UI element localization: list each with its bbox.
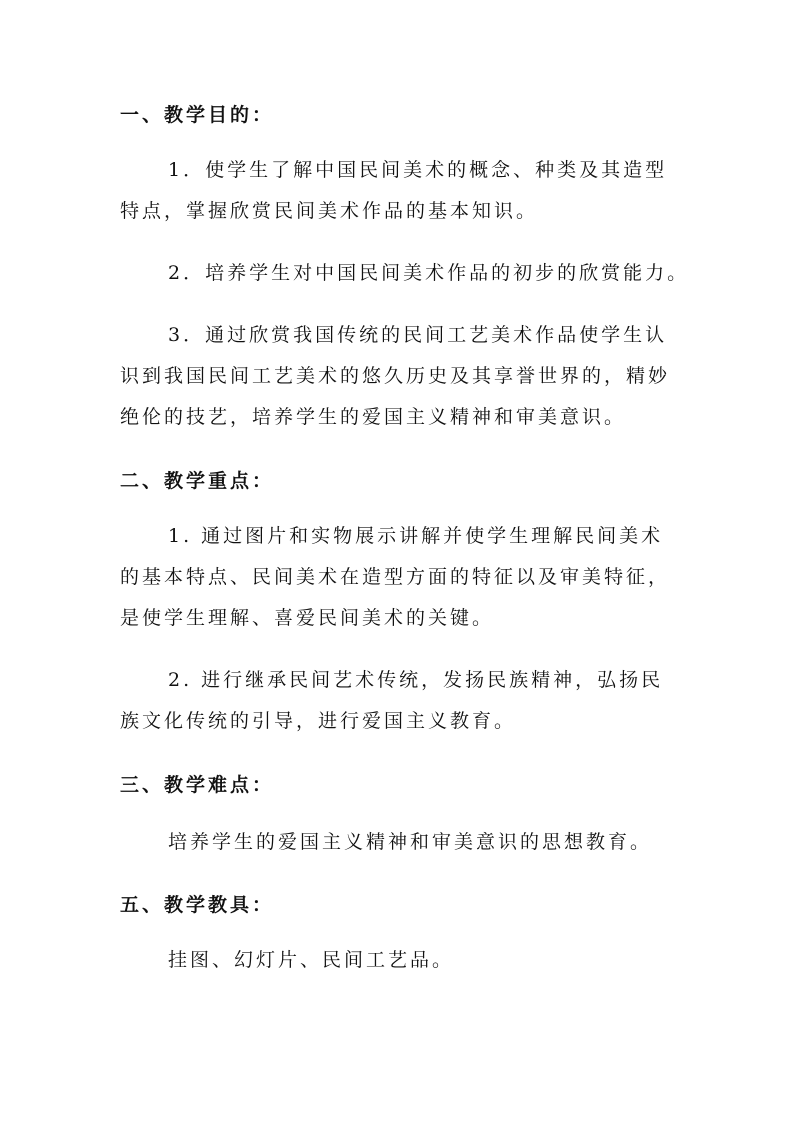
section-heading-objectives: 一、教学目的： xyxy=(120,104,275,126)
section-heading-teaching-aids: 五、教学教具： xyxy=(120,894,275,916)
key-point-paragraph-1: 1. 通过图片和实物展示讲解并使学生理解民间美术的基本特点、民间美术在造型方面的特征以及审美特征，是使学生理解、喜爱民间美术的关键。 xyxy=(120,525,671,629)
section-heading-key-points: 二、教学重点： xyxy=(120,470,275,492)
objective-paragraph-1: 1．使学生了解中国民间美术的概念、种类及其造型特点，掌握欣赏民间美术作品的基本知识。 xyxy=(120,159,668,222)
teaching-aids-paragraph-1: 挂图、幻灯片、民间工艺品。 xyxy=(168,949,455,971)
difficulty-paragraph-1: 培养学生的爱国主义精神和审美意识的思想教育。 xyxy=(168,831,653,853)
objective-paragraph-2: 2．培养学生对中国民间美术作品的初步的欣赏能力。 xyxy=(168,262,690,284)
key-point-paragraph-2: 2. 进行继承民间艺术传统，发扬民族精神，弘扬民族文化传统的引导，进行爱国主义教育。 xyxy=(120,669,664,732)
section-heading-difficulties: 三、教学难点： xyxy=(120,774,275,796)
objective-paragraph-3: 3．通过欣赏我国传统的民间工艺美术作品使学生认识到我国民间工艺美术的悠久历史及其享誉世界的，精妙绝伦的技艺，培养学生的爱国主义精神和审美意识。 xyxy=(120,324,671,428)
